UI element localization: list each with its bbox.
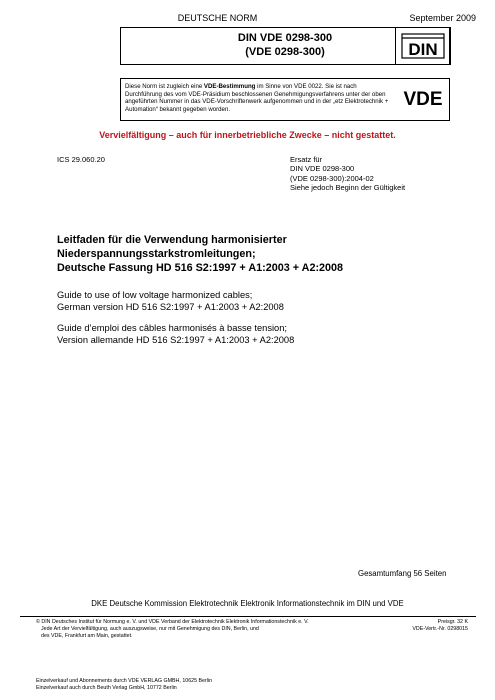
vde-number: (VDE 0298-300) — [245, 46, 325, 58]
replacement-line: Ersatz für — [290, 155, 323, 164]
norm-label: DEUTSCHE NORM — [177, 13, 258, 23]
vde-logo-icon — [393, 87, 453, 109]
standard-number: DIN VDE 0298-300 — [237, 32, 333, 44]
vde-determination-bold: VDE-Bestimmung — [203, 83, 256, 90]
dke-line: DKE Deutsche Kommission Elektrotechnik Elektronik Informationstechnik im DIN und VDE — [91, 599, 404, 608]
price-group: Preisgr. 32 K — [437, 619, 468, 625]
publication-date: September 2009 — [409, 13, 476, 23]
vde-notice-text: Diese Norm ist zugleich eine VDE-Bestimmung im Sinne von VDE 0022. Sie ist nach Durchführung des vom VDE-Präsidium beschlossenen Genehmigungsverfahrens unter der oben angeführten Nummer in das VDE-Vorschriftenwerk aufgenommen und in der „etz Elektrotechnik + Automation“ bekannt gegeben worden. — [125, 83, 389, 113]
page-header — [20, 10, 476, 24]
reproduction-warning: Vervielfältigung – auch für innerbetriebliche Zwecke – nicht gestattet. — [99, 130, 396, 140]
french-title: Guide d’emploi des câbles harmonisés à basse tension; Version allemande HD 516 S2:1997 + A1:2003 + A2:2008 — [57, 323, 295, 346]
copyright-notice: © DIN Deutsches Institut für Normung e. V. und VDE Verband der Elektrotechnik Elektronik Informationstechnik e. V. Jede Art der Vervielfältigung, auch auszugsweise, nur mit Genehmigung des DIN, Berlin, und des VDE, Frankfurt am Main, gestattet. — [36, 619, 309, 639]
price-info — [400, 619, 468, 633]
replacement-line: (VDE 0298-300):2004-02 — [290, 173, 374, 183]
replacement-line: DIN VDE 0298-300 — [290, 164, 355, 174]
ics-code: ICS 29.060.20 — [57, 155, 105, 164]
replacement-info — [290, 155, 405, 193]
sales-info: Einzelverkauf und Abonnements durch VDE VERLAG GMBH, 10625 Berlin Einzelverkauf auch durch Beuth Verlag GmbH, 10772 Berlin — [36, 678, 213, 691]
german-title: Leitfaden für die Verwendung harmonisierter Niederspannungsstarkstromleitungen; Deutsche Fassung HD 516 S2:1997 + A1:2003 + A2:2008 — [57, 234, 344, 275]
total-pages: Gesamtumfang 56 Seiten — [358, 569, 447, 578]
din-logo — [395, 27, 451, 65]
replacement-line: Siehe jedoch Beginn der Gültigkeit — [290, 183, 406, 193]
footer-divider — [20, 616, 476, 617]
vde-logo-text: VDE — [403, 89, 443, 109]
vde-contract-number: VDE-Vertr.-Nr. 0298015 — [412, 625, 468, 632]
din-logo-icon — [401, 33, 445, 59]
vde-logo — [393, 87, 453, 109]
din-logo-text: DIN — [408, 40, 438, 59]
english-title: Guide to use of low voltage harmonized cables; German version HD 516 S2:1997 + A1:2003 + A2:2008 — [57, 290, 284, 313]
